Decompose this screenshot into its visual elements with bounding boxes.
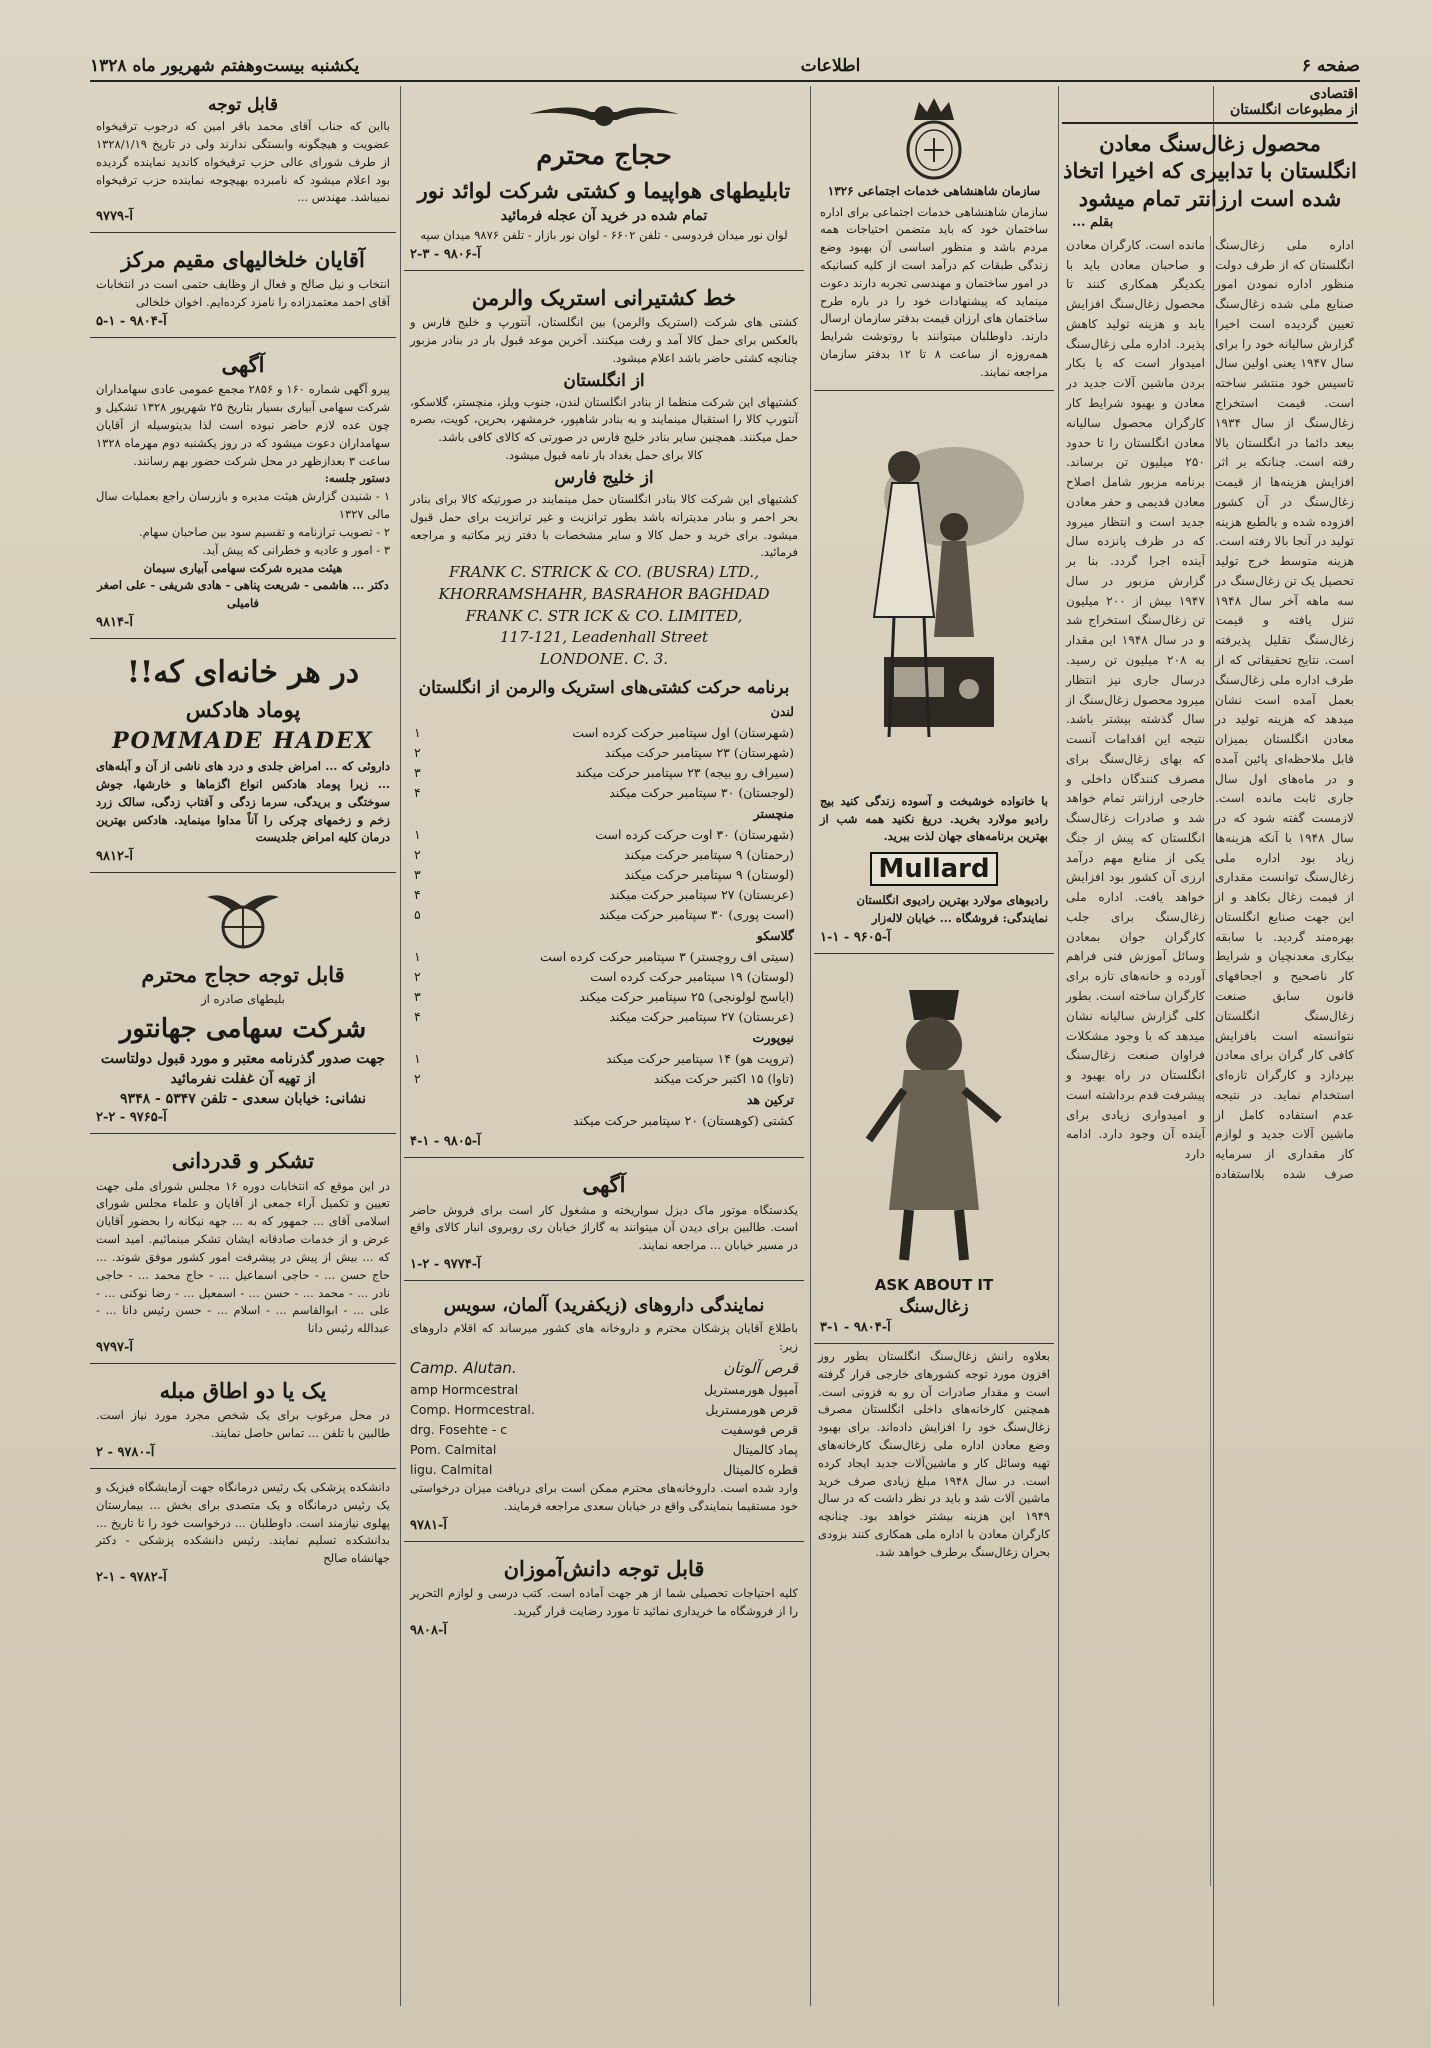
notice-body: بااین که جناب آقای محمد باقر امین که درجوب ترقیخواه عضویت و هیچگونه وابستگی ندارند ولی در تاریخ ۱۳۲۸/۱/۱۹ از طرف شورای عالی حزب ترقیخواه کاندید نماینده گردیده بود اعلام میشود که نامبرده بهیچوجه نماینده حزب ترقیخواه نمیباشد. مهندس ... [96, 119, 390, 205]
drug-row: قرص فوسفیت drg. Fosehte - c [410, 1422, 798, 1438]
strick-body: کشتی های شرکت (استریک والرمن) بین انگلستان، آنتورپ و خلیج فارس و بالعکس برای حمل کالا آمد و رفت میکنند. آخرین موعد قبول بار در بنادر مزبور چنانچه کشتی حاضر باشد اعلام میشود. [410, 315, 798, 365]
agenda-sign: هیئت مدیره شرکت سهامی آبیاری سیمان [143, 560, 343, 575]
ask-caption: زغال‌سنگ [899, 1296, 969, 1317]
university-notice: دانشکده پزشکی یک رئیس درمانگاه جهت آزمایشگاه فیزیک و یک رئیس درمانگاه و یک متصدی برای بخش ... بیمارستان پهلوی نیازمند است. داوطلبان ... درخواست خود را تا تاریخ ... بدانشکده تسلیم نمایند. رئیس دانشکده پزشکی - دکتر جهانشاه صالح [96, 1479, 390, 1566]
column-shipping-ads [404, 86, 804, 1986]
schedule-port-other: ترکین هد [746, 1091, 794, 1107]
schedule-row: (تاوا) ۱۵ اکتبر حرکت میکند ۲ [414, 1070, 794, 1086]
from-gulf-body: کشتیهای این شرکت کالا بنادر انگلستان حمل مینمایند در صورتیکه کالا برای بنادر بحر احمر و بنادر مدیترانه باشد بطور ترانزیت و غیر ترانزیت برای حمل قبول میشود. برای خرید و حمل کالا و سایر مشخصات با دفتر زیر مکاتبه و مراجعه فرمائید. [410, 491, 798, 560]
drug-body: وارد شده است. داروخانه‌های محترم ممکن است برای دریافت میزان درخواستی خود مستقیما بنمایندگی واقع در خیابان سعدی مراجعه فرمایند. [410, 1481, 798, 1513]
coal-continued-text: بعلاوه رانش زغال‌سنگ انگلستان بطور روز افزون مورد توجه کشورهای خارجی قرار گرفته است و مقدار صادرات آن رو به فزونی است. همچنین کارخانه‌های داخلی انگلستان مصرف زغال‌سنگ خود را افزایش داده‌اند. برای بهبود وضع معادن اداره ملی زغال‌سنگ کارخانه‌های تهیه وسائل کار و ماشین‌آلات جدید ایجاد کرده است. در سال ۱۹۴۸ مبلغ زیادی صرف خرید ماشین آلات شد و باید در نظر داشت که در سال ۱۹۴۹ این هزینه بیشتر خواهد بود. چنانچه کارگران معادن با اداره ملی همکاری کنند بزودی بحران زغال‌سنگ برطرف خواهد شد. [818, 1348, 1050, 1559]
agahi-title: آگهی [221, 352, 265, 378]
latin-address-3: FRANK C. STR ICK & CO. LIMITED, [465, 606, 743, 625]
schedule-row: (ایاسج لولونجی) ۲۵ سپتامبر حرکت میکند ۳ [414, 988, 794, 1004]
hajj-title: حجاج محترم [536, 141, 672, 171]
schedule-port-london: لندن [770, 704, 794, 720]
jahan-line: جهت صدور گذرنامه معتبر و مورد قبول دولتاست [100, 1050, 386, 1067]
schedule-row: (لوجستان) ۳۰ سپتامبر حرکت میکند ۴ [414, 784, 794, 800]
agahi-title: آگهی [582, 1172, 626, 1198]
strick-title: خط کشتیرانی استریک والرمن [471, 284, 737, 310]
schedule-row: (شهرستان) ۳۰ اوت حرکت کرده است ۱ [414, 826, 794, 842]
schedule-title: برنامه حرکت کشتی‌های استریک والرمن از انگلستان [418, 677, 790, 698]
column-notices [90, 86, 396, 1986]
winged-logo-icon [529, 96, 679, 136]
masthead [90, 52, 1360, 82]
ad-code: آ-۹۷۷۴ - ۲-۱ [410, 1257, 481, 1273]
drug-row: قطره کالمیتال ligu. Calmital [410, 1462, 798, 1478]
section-sub: از مطبوعات انگلستان [1229, 102, 1358, 118]
column-economic-article [1062, 86, 1358, 1986]
agenda-item: ۱ - شنیدن گزارش هیئت مدیره و بازرسان راجع بعملیات سال مالی ۱۳۲۷ [96, 489, 390, 522]
mullard-tagline: رادیوهای مولارد بهترین رادیوی انگلستان [856, 893, 1048, 908]
ad-code: آ-۹۸۰۸ [410, 1622, 447, 1638]
schedule-row: (لوستان) ۱۹ سپتامبر حرکت کرده است ۲ [414, 968, 794, 984]
schedule-row: (شهرستان) ۲۳ سپتامبر حرکت میکند ۲ [414, 744, 794, 760]
ad-code: آ-۹۷۸۱ [410, 1517, 447, 1533]
pomade-title: در هر خانه‌ای که!! [126, 654, 360, 690]
hajj-address: لوان نور میدان فردوسی - تلفن ۶۶۰۲ - لوان نور بازار - تلفن ۹۸۷۶ میدان سپه [420, 227, 788, 242]
schedule-row: (رحمتان) ۹ سپتامبر حرکت میکند ۲ [414, 846, 794, 862]
khalkhal-title: آقایان خلخالیهای مقیم مرکز [121, 247, 365, 273]
schedule-port-manchester: منچستر [753, 805, 794, 821]
khalkhal-body: انتخاب و نیل صالح و فعال از وظایف حتمی است در انتخابات آقای احمد معتمدزاده را نامزد کرده‌ایم. اخوان خلخالی [96, 277, 390, 310]
from-gulf-heading: از خلیج فارس [554, 467, 654, 488]
family-radio-illustration-icon [834, 407, 1034, 787]
column-rule [1058, 86, 1059, 2006]
agenda-item: ۲ - تصویب ترازنامه و تقسیم سود بین صاحبان سهام. [139, 524, 390, 539]
agenda-names: دکتر ... هاشمی - شریعت پناهی - هادی شریفی - علی اصغر فامیلی [97, 578, 389, 611]
latin-address-2: KHORRAMSHAHR, BASRAHOR BAGHDAD [438, 584, 770, 603]
ad-code: آ-۹۷۸۲ - ۱-۲ [96, 1569, 167, 1585]
social-services-notice: سازمان شاهنشاهی خدمات اجتماعی برای اداره ساختمان خود که باید متضمن احتیاجات همه مردم باشد و منظور اساسی آن بهبود وضع زندگی طبقات کم درآمد است از کلیه کسانیکه در امور ساختمان و مهندسی تجربه دارند دعوت مینماید که پیشنهادات خود را در باره طرح ساختمان های ارزان قیمت بدفتر سازمان ارسال دارند. داوطلبان میتوانند با روتوشت شرایط همه‌روزه از ساعت ۸ تا ۱۲ بدفتر سازمان مراجعه نمایند. [820, 204, 1049, 379]
schedule-row: (تروپت هو) ۱۴ سپتامبر حرکت میکند ۱ [414, 1050, 794, 1066]
ad-code: آ-۹۸۰۴ - ۱-۳ [820, 1319, 891, 1335]
ad-code: آ-۹۷۸۰ - ۲ [96, 1444, 155, 1460]
drug-title: نمایندگی داروهای (زیکفرید) آلمان، سویس [443, 1295, 765, 1317]
schedule-row: (عربستان) ۲۷ سپتامبر حرکت میکند ۴ [414, 1008, 794, 1024]
jahan-sub: بلیطهای صادره از [201, 992, 285, 1007]
radio-ad-text: با خانواده خوشبخت و آسوده زندگی کنید بیج رادیو مولارد بخرید. دریغ نکنید همه شب از بهترین برنامه‌های جهان لذت ببرید. [820, 793, 1048, 844]
jahan-line-2: از تهیه آن غفلت نفرمائید [170, 1070, 316, 1087]
column-rule [810, 86, 811, 2006]
hajj-line: تمام شده در خرید آن عجله فرمائید [500, 207, 708, 224]
ad-code: آ-۹۶۰۵ - ۱-۱ [820, 929, 891, 945]
ad-code: آ-۹۸۱۴ [96, 614, 133, 630]
schedule-row: (سیتی اف روچستر) ۳ سپتامبر حرکت کرده است ۱ [414, 948, 794, 964]
column-rule [400, 86, 401, 2006]
latin-address-5: LONDONE. C. 3. [539, 650, 669, 669]
page-number: صفحه ۶ [1301, 56, 1360, 76]
ad-code: آ-۹۷۶۵ - ۲-۲ [96, 1110, 167, 1126]
jahan-address: نشانی: خیابان سعدی - تلفن ۵۳۴۷ - ۹۳۴۸ [120, 1091, 366, 1108]
notice-title: قابل توجه [208, 95, 278, 115]
issue-date: یکشنبه بیست‌وهفتم شهریور ماه ۱۳۲۸ [90, 56, 360, 76]
drug-row: قرص آلوتان Camp. Alutan. [410, 1359, 798, 1378]
pomade-latin: POMMADE HADEX [112, 728, 374, 755]
student-title: قابل توجه دانش‌آموزان [503, 1555, 705, 1581]
article-body: اداره ملی زغال‌سنگ انگلستان که از طرف دولت منظور اداره نمودن امور صنایع ملی شده زغال‌سنگ تعیین گردیده است اخیرا گزارش سالیانه خود را برای سال ۱۹۴۷ یعنی اولین سال تاسیس خود منتشر ساخته است. قیمت استخراج زغال‌سنگ از سال ۱۹۳۴ ببعد دائما در انگلستان بالا رفته است. چنانکه بر اثر افزایش هزینه‌ها از قیمت زغال‌سنگ در آن کشور افزوده شده و بالطبع هزینه تولید در آنجا بالا رفته است. هزینه متوسط خرج تولید تحصیل یک تن زغال‌سنگ در سه ماهه آخر سال ۱۹۴۸ تنزل یافته و قیمت زغال‌سنگ تقلیل پذیرفته است. نتایج تحقیقاتی که از طرف اداره ملی زغال‌سنگ بعمل آمده است نشان میدهد که هزینه تولید در معادن انگلستان بمیزان قابل ملاحظه‌ای پائین آمده و در ماه‌های اول سال جاری ثابت مانده است. لازمست گفته شود که در سال ۱۹۴۸ با آنکه هزینه‌ها زیاد بود اداره ملی زغال‌سنگ توانست مقداری از قیمت زغال بکاهد و از این جهت صنایع انگلستان بهره‌مند گردید. با سابقه بیکاری معدنچیان و شرایط کار ناصحیح و اجحافهای قانون سابق صنعت زغال‌سنگ انگلستان نتوانسته است بافزایش کافی کار گران برای معادن بپردازد و کارگران تازه‌ای استخدام نماید. در نتیجه عدم استفاده کامل از ماشین آلات جدید و لوازم کار مقداری از سرمایه صرف شده بلااستفاده مانده است. کارگران معادن و صاحبان معادن باید با یکدیگر همکاری کنند تا محصول زغال‌سنگ افزایش یابد و هزینه تولید کاهش پذیرد. اداره ملی زغال‌سنگ امیدوار است که با بکار بردن ماشین آلات جدید در معادن و بهبود شرایط کار کارگران محصول سالیانه معادن انگلستان را تا حدود ۲۵۰ میلیون تن برساند. برنامه مزبور شامل اصلاح معادن قدیمی و حفر معادن جدید است و انتظار میرود که در ظرف پانزده سال آینده اجرا گردد. بنا بر گزارش مزبور در سال ۱۹۴۷ بیش از ۲۰۰ میلیون تن زغال‌سنگ استخراج شد و در سال ۱۹۴۸ این مقدار به ۲۰۸ میلیون تن رسید. درسال جاری نیز انتظار میرود محصول زغال‌سنگ از سال گذشته بیشتر باشد. نتیجه این اقدامات آنست که بهای زغال‌سنگ برای مصرف کنندگان داخلی و خارجی ارزانتر تمام خواهد شد و صادرات زغال‌سنگ انگلستان که پیش از جنگ یکی از منابع مهم درآمد ارزی آن کشور بود افزایش خواهد یافت. اداره ملی زغال‌سنگ برای جلب کارگران جوان بمعادن وسائل آموزش فنی فراهم آورده و خانه‌های تازه برای کارگران ساخته است. بطور کلی گزارش سالیانه نشان میدهد که با وجود مشکلات فراوان صنعت زغال‌سنگ انگلستان در راه بهبود و پیشرفت قدم برداشته است و امیدواری زیادی برای آینده آن وجود دارد. ادامه دارد [1066, 237, 1355, 1181]
ad-code: آ-۹۷۷۹ [96, 209, 133, 225]
student-body: کلیه احتیاجات تحصیلی شما از هر جهت آماده است. کتب درسی و لوازم التحریر را از فروشگاه ما خریداری نمائید تا مورد رضایت قرار گیرید. [410, 1585, 798, 1618]
section-label: اقتصادی [1309, 86, 1358, 102]
room-title: یک یا دو اطاق مبله [159, 1377, 327, 1403]
schedule-port-glasgow: گلاسکو [756, 927, 794, 943]
jahan-company: شرکت سهامی جهانتور [119, 1014, 367, 1045]
schedule-row: (عربستان) ۲۷ سپتامبر حرکت میکند ۴ [414, 886, 794, 902]
schedule-row: (لوستان) ۹ سپتامبر حرکت میکند ۳ [414, 866, 794, 882]
schedule-row: (شهرستان) اول سپتامبر حرکت کرده است ۱ [414, 724, 794, 740]
hajj-subtitle: تابلیطهای هواپیما و کشتی شرکت لوائد نور [417, 177, 791, 203]
schedule-row: کشتی (کوهستان) ۲۰ سپتامبر حرکت میکند [572, 1113, 794, 1129]
drug-intro: باطلاع آقایان پزشکان محترم و داروخانه های کشور میرساند که اقلام داروهای زیر: [410, 1321, 798, 1354]
latin-address-4: 117-121, Leadenhall Street [499, 628, 708, 647]
paper-name: اطلاعات [800, 56, 861, 76]
agahi-body: پیرو آگهی شماره ۱۶۰ و ۲۸۵۶ مجمع عمومی عادی سهامداران شرکت سهامی آبیاری بسیار بتاریخ ۲۵ شهریور ۱۳۲۸ تشکیل و چون عده لازم حاضر نبوده است لذا بدینوسیله از آقایان سهامداران دعوت میشود که در روز یکشنبه دوم مهرماه ۱۳۲۸ ساعت ۳ بعدازظهر در محل شرکت حضور بهم رسانند. [96, 382, 391, 468]
schedule-row: (سیراف رو بیجه) ۲۳ سپتامبر حرکت میکند ۳ [414, 764, 794, 780]
agenda-item: ۳ - امور و عادیه و خطرانی که پیش آید. [202, 542, 390, 557]
schedule-row: (است پوری) ۳۰ سپتامبر حرکت میکند ۵ [414, 906, 794, 922]
ad-code: آ-۹۷۹۷ [96, 1339, 133, 1355]
latin-address-1: FRANK C. STRICK & CO. (BUSRA) LTD., [449, 563, 759, 582]
ad-code: آ-۹۸۰۶ - ۳-۲ [410, 246, 481, 262]
ad-code: آ-۹۸۰۴ - ۱-۵ [96, 314, 167, 330]
article-byline: بقلم ... [1072, 214, 1114, 230]
ad-code: آ-۹۸۰۵ - ۱-۴ [410, 1134, 481, 1150]
jahan-title: قابل توجه حجاج محترم [141, 962, 345, 988]
drug-row: قرص هورمستریل Comp. Hormcestral. [410, 1402, 798, 1418]
globe-wings-logo-icon [203, 887, 283, 957]
mullard-logo: Mullard [870, 852, 997, 886]
pomade-body: داروئی که ... امراض جلدی و درد های ناشی از آن و آبله‌های ... زیرا پوماد هادکس انواع اگزماها و خارشها، جوش سوختگی و بریدگی، سرما زدگی و آفتاب زدگی، سالک زرد زخم و زخمهای چرکی را آناً مداوا مینماید. هادکس بهترین درمان کلیه امراض جلدیست [96, 759, 390, 845]
column-middle-ads [814, 86, 1054, 1986]
schedule-port-newport: نیوپورت [752, 1029, 794, 1045]
agenda-title: دستور جلسه: [324, 471, 390, 486]
crown-emblem-icon [899, 96, 969, 180]
from-uk-body: کشتیهای این شرکت منظما از بنادر انگلستان لندن، جنوب ویلز، منچستر، گلاسکو، آنتورپ کالا را استقبال مینمایند و به بنادر شاهپور، خرمشهر، بحرین، کویت، بصره حمل میکنند. همچنین سایر بنادر خلیج فارس در صورتی که کالای کافی باشد. [410, 394, 798, 445]
from-uk-heading: از انگلستان [563, 370, 645, 391]
article-headline: محصول زغال‌سنگ معادن انگلستان با تدابیری که اخیرا اتخاذ شده است ارزانتر تمام میشود [1062, 122, 1358, 212]
lion-mascot-illustration-icon [849, 970, 1019, 1270]
agahi-body: یکدستگاه موتور ماک دیزل سواریخته و مشغول کار است برای فروش حاضر است. طالبین برای دیدن آن میتوانند به گاراژ خیابان ری روبروی انبار کالای واقع در مسیر خیابان ... مراجعه نمایند. [410, 1202, 798, 1253]
bill-note: کالا برای حمل بغداد بار نامه قبول میشود. [505, 448, 703, 463]
emblem-caption: سازمان شاهنشاهی خدمات اجتماعی ۱۳۲۶ [827, 184, 1041, 198]
mullard-agent: نمایندگی: فروشگاه ... خیابان لاله‌زار [871, 910, 1048, 925]
thanks-body: در این موقع که انتخابات دوره ۱۶ مجلس شورای ملی جهت تعیین و تکمیل آراء جمعی از آقایان و علماء مجلس شورای اسلامی آقای ... جمهور که به ... جهه نیکانه را بحضور آقایان عرض و از خدمات صادقانه ایشان تشکر مینمائیم. امید است که ... بیش از پیش در پیشرفت امور کشور موفق شوند. ... حاج حسن ... - حاجی اسماعیل ... - حاج محمد ... - حاجی نادر ... - محمد ... - حسن ... - اسمعیل ... - رضا نوکنی ... - علی ... - ابوالقاسم ... - اسلام ... - حسن رئیس دانا ... - عبدالله رئیس دانا [96, 1178, 390, 1336]
pomade-subtitle: پوماد هادکس [185, 696, 301, 722]
thanks-title: تشکر و قدردانی [171, 1148, 315, 1174]
drug-row: پماد کالمیتال Pom. Calmital [410, 1442, 798, 1458]
ad-code: آ-۹۸۱۲ [96, 849, 133, 865]
drug-row: آمپول هورمستریل amp Hormcestral [410, 1382, 798, 1398]
room-body: در محل مرغوب برای یک شخص مجرد مورد نیاز است. طالبین با تلفن ... تماس حاصل نمایند. [96, 1408, 390, 1441]
ask-about-it: ASK ABOUT IT [874, 1275, 994, 1294]
